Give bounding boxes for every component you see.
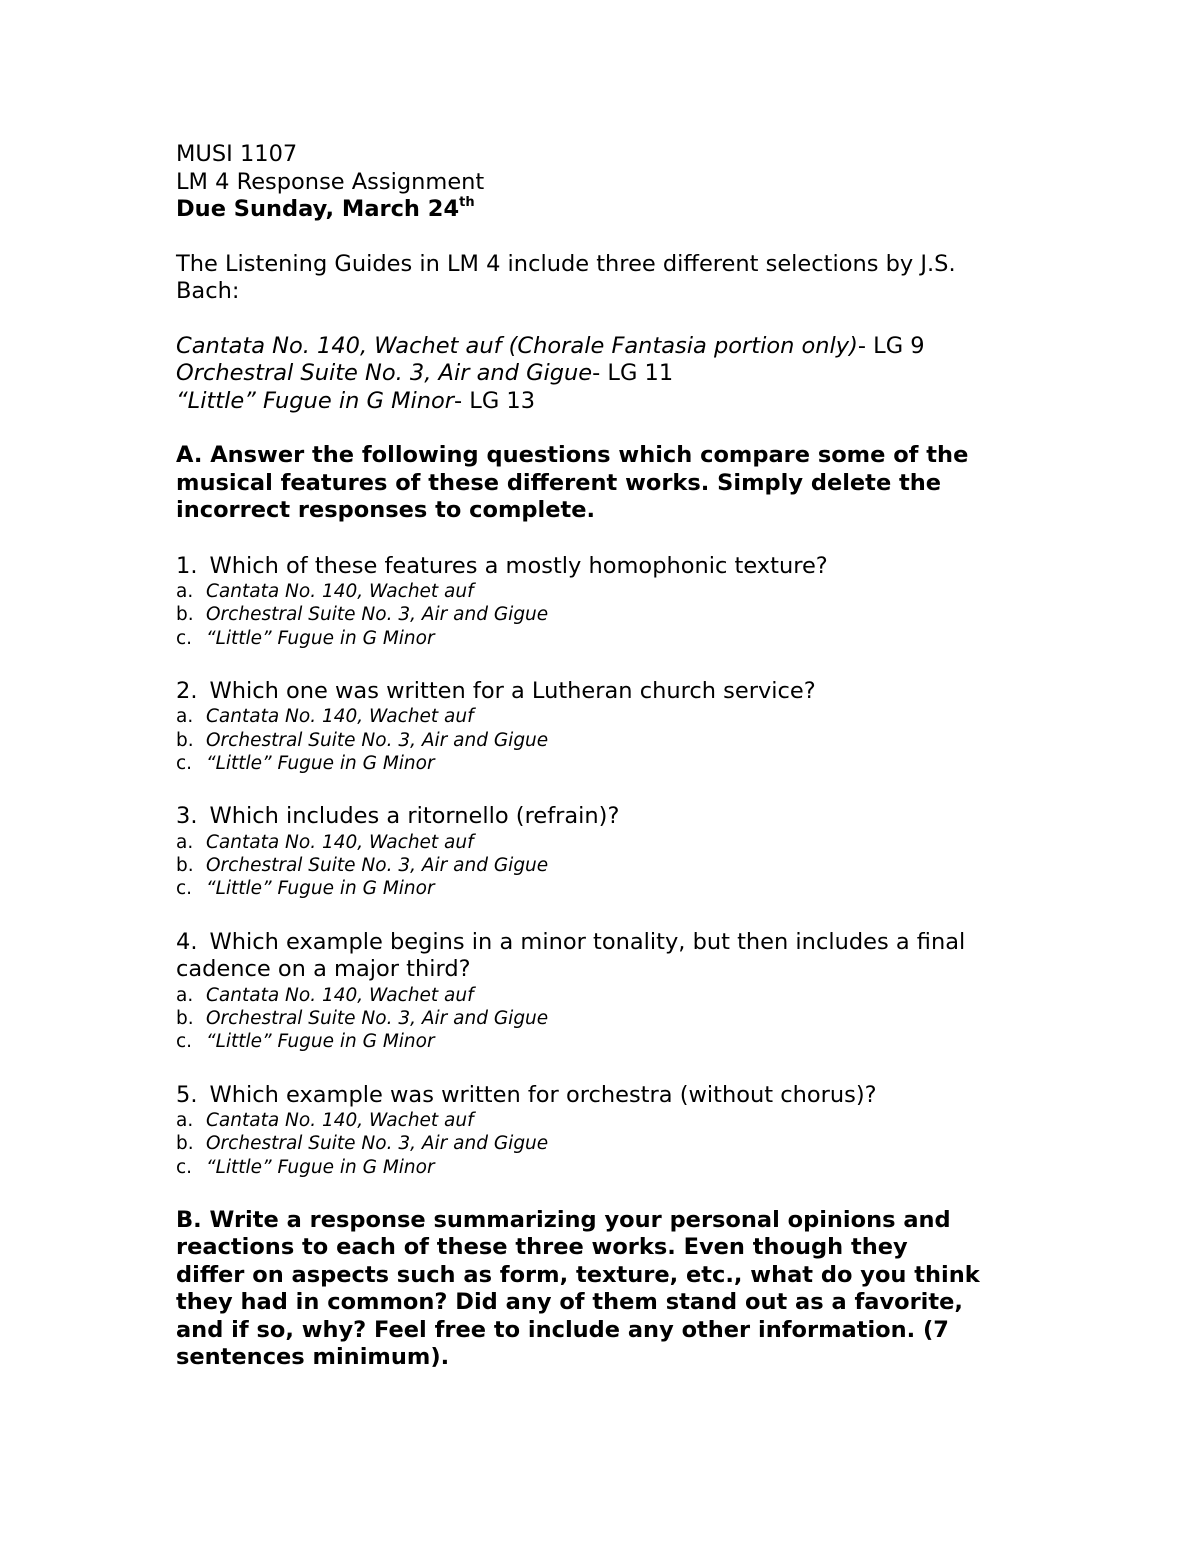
section-a-line: musical features of these different works. Simply delete the bbox=[176, 469, 942, 496]
option-text: Cantata No. 140, Wachet auf bbox=[206, 1110, 474, 1132]
question-text: Which example was written for orchestra (without chorus)? bbox=[209, 1081, 877, 1108]
question-prompt bbox=[176, 803, 1056, 831]
answer-option[interactable] bbox=[176, 580, 1056, 603]
option-text: “Little” Fugue in G Minor bbox=[206, 1156, 435, 1178]
option-text: Orchestral Suite No. 3, Air and Gigue bbox=[206, 604, 549, 626]
answer-option[interactable] bbox=[176, 1132, 1056, 1155]
intro-line-1: The Listening Guides in LM 4 include three different selections by J.S. bbox=[176, 250, 956, 277]
question-5 bbox=[176, 1082, 1056, 1179]
section-b-line: B. Write a response summarizing your personal opinions and bbox=[176, 1206, 951, 1233]
due-date-suffix: th bbox=[459, 194, 475, 210]
option-letter: c. bbox=[176, 878, 193, 900]
selection-item bbox=[176, 360, 1056, 388]
answer-option[interactable] bbox=[176, 603, 1056, 626]
question-number: 4. bbox=[176, 928, 198, 955]
section-b-prompt bbox=[176, 1207, 1056, 1372]
question-prompt bbox=[176, 678, 1056, 706]
option-text: “Little” Fugue in G Minor bbox=[206, 627, 435, 649]
answer-option[interactable] bbox=[176, 729, 1056, 752]
question-number: 1. bbox=[176, 552, 198, 579]
question-text: Which one was written for a Lutheran church service? bbox=[209, 677, 816, 704]
option-text: “Little” Fugue in G Minor bbox=[206, 878, 435, 900]
option-letter: a. bbox=[176, 706, 194, 728]
question-text-continued: cadence on a major third? bbox=[176, 956, 471, 983]
answer-option[interactable] bbox=[176, 854, 1056, 877]
question-text: Which of these features a mostly homophonic texture? bbox=[209, 552, 828, 579]
option-text: Orchestral Suite No. 3, Air and Gigue bbox=[206, 729, 549, 751]
option-letter: c. bbox=[176, 627, 193, 649]
selection-title: Cantata No. 140, Wachet auf (Chorale Fantasia portion only) bbox=[176, 332, 858, 359]
answer-option[interactable] bbox=[176, 1007, 1056, 1030]
answer-option[interactable] bbox=[176, 705, 1056, 728]
document-page bbox=[176, 141, 1056, 1372]
option-letter: b. bbox=[176, 1133, 194, 1155]
answer-option[interactable] bbox=[176, 984, 1056, 1007]
option-letter: a. bbox=[176, 831, 194, 853]
question-text: Which example begins in a minor tonality, but then includes a final bbox=[209, 928, 966, 955]
option-text: “Little” Fugue in G Minor bbox=[206, 1031, 435, 1053]
question-number: 3. bbox=[176, 803, 198, 830]
option-letter: c. bbox=[176, 752, 193, 774]
question-prompt bbox=[176, 1082, 1056, 1110]
selection-item bbox=[176, 333, 1056, 361]
question-3 bbox=[176, 803, 1056, 900]
question-number: 5. bbox=[176, 1081, 198, 1108]
selection-title: Orchestral Suite No. 3, Air and Gigue bbox=[176, 360, 593, 386]
due-date-text: Due Sunday, March 24 bbox=[176, 196, 460, 222]
assignment-title: LM 4 Response Assignment bbox=[176, 168, 485, 195]
question-4 bbox=[176, 929, 1056, 1054]
answer-option[interactable] bbox=[176, 1030, 1056, 1053]
answer-option[interactable] bbox=[176, 831, 1056, 854]
option-text: Orchestral Suite No. 3, Air and Gigue bbox=[206, 1133, 549, 1155]
due-date bbox=[176, 196, 1056, 224]
selection-guide: - LG 9 bbox=[857, 332, 925, 359]
option-letter: b. bbox=[176, 1007, 194, 1029]
question-1 bbox=[176, 553, 1056, 650]
option-text: Cantata No. 140, Wachet auf bbox=[206, 581, 474, 602]
section-a-line: incorrect responses to complete. bbox=[176, 497, 596, 523]
section-b-line: reactions to each of these three works. Even though they bbox=[176, 1234, 908, 1261]
option-letter: a. bbox=[176, 984, 194, 1006]
answer-option[interactable] bbox=[176, 877, 1056, 900]
option-text: Cantata No. 140, Wachet auf bbox=[206, 984, 474, 1006]
question-prompt bbox=[176, 929, 1056, 957]
section-a-line: A. Answer the following questions which compare some of the bbox=[176, 442, 969, 468]
answer-option[interactable] bbox=[176, 627, 1056, 650]
option-letter: c. bbox=[176, 1156, 193, 1178]
option-letter: b. bbox=[176, 729, 194, 751]
section-b-line: differ on aspects such as form, texture, etc., what do you think bbox=[176, 1261, 980, 1288]
question-number: 2. bbox=[176, 677, 198, 704]
selection-list bbox=[176, 333, 1056, 416]
question-text: Which includes a ritornello (refrain)? bbox=[209, 803, 620, 830]
answer-option[interactable] bbox=[176, 1156, 1056, 1179]
option-letter: b. bbox=[176, 855, 194, 877]
section-b-line: they had in common? Did any of them stand out as a favorite, bbox=[176, 1289, 963, 1316]
option-letter: a. bbox=[176, 581, 194, 602]
option-text: Orchestral Suite No. 3, Air and Gigue bbox=[206, 855, 549, 877]
course-code: MUSI 1107 bbox=[176, 141, 298, 167]
option-text: Cantata No. 140, Wachet auf bbox=[206, 831, 474, 853]
option-text: Orchestral Suite No. 3, Air and Gigue bbox=[206, 1007, 549, 1029]
option-letter: c. bbox=[176, 1031, 193, 1053]
option-text: Cantata No. 140, Wachet auf bbox=[206, 706, 474, 728]
option-letter: b. bbox=[176, 604, 194, 626]
selection-item bbox=[176, 388, 1056, 416]
answer-option[interactable] bbox=[176, 1109, 1056, 1132]
option-letter: a. bbox=[176, 1110, 194, 1132]
selection-title: “Little” Fugue in G Minor bbox=[176, 387, 455, 414]
section-a-heading bbox=[176, 442, 1056, 525]
question-prompt bbox=[176, 553, 1056, 581]
answer-option[interactable] bbox=[176, 752, 1056, 775]
selection-guide: - LG 11 bbox=[592, 360, 674, 386]
section-b-line: sentences minimum). bbox=[176, 1344, 450, 1371]
selection-guide: - LG 13 bbox=[454, 387, 536, 414]
intro-line-2: Bach: bbox=[176, 278, 240, 304]
section-b-line: and if so, why? Feel free to include any other information. (7 bbox=[176, 1316, 949, 1343]
question-2 bbox=[176, 678, 1056, 775]
option-text: “Little” Fugue in G Minor bbox=[206, 752, 435, 774]
